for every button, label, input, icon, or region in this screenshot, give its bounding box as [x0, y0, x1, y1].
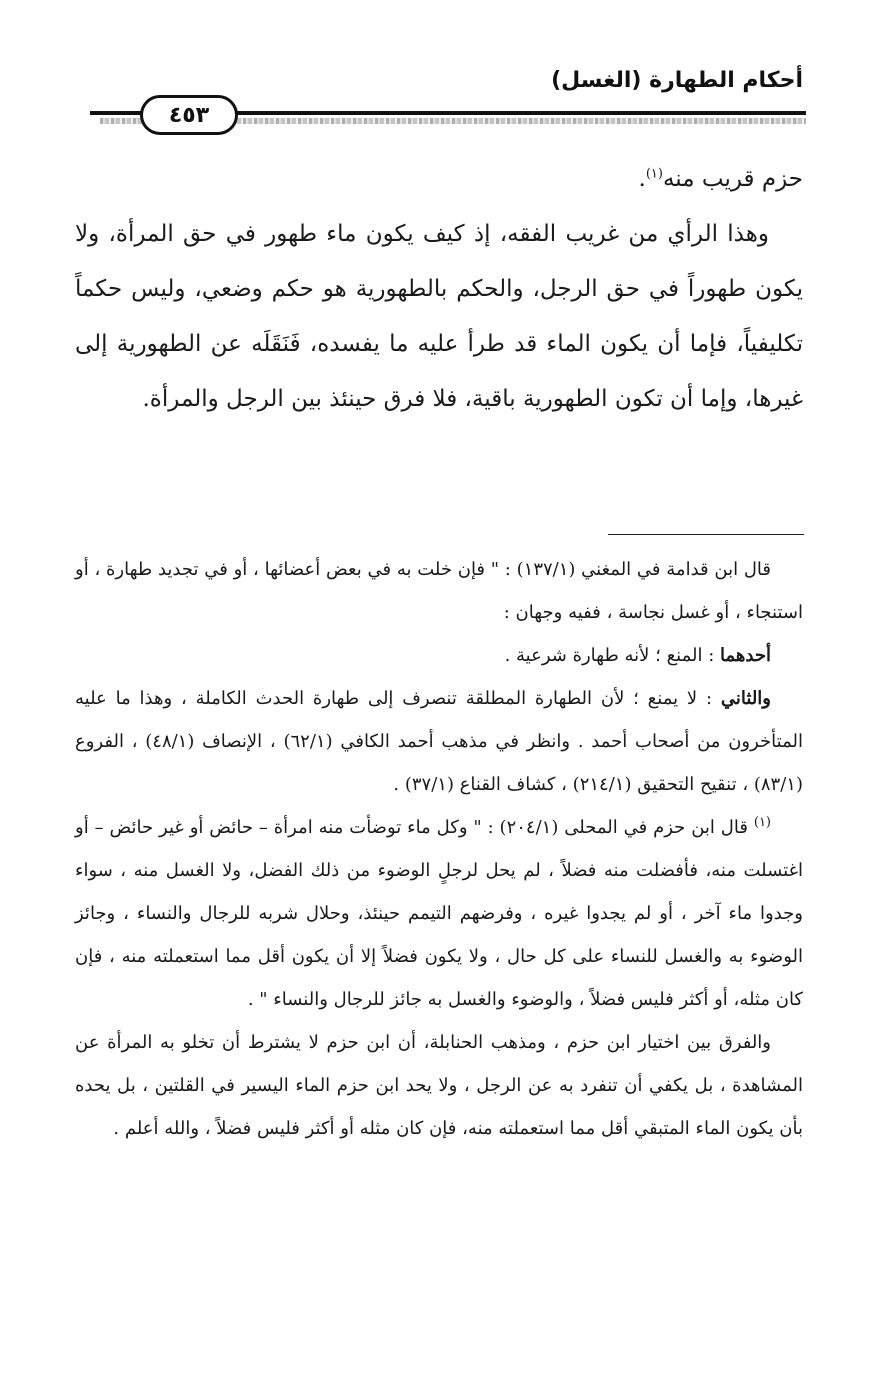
page-number: ٤٥٣: [168, 102, 210, 128]
footnote-separator: [608, 534, 804, 535]
footnote-text: قال ابن قدامة في المغني (١٣٧/١) : " فإن خلت به في بعض أعضائها ، أو في تجديد طهارة ، أو استنجاء ، أو غسل نجاسة ، ففيه وجهان :: [75, 559, 803, 623]
footnote-reference: (١): [645, 166, 663, 182]
footnote-marker: (١): [753, 815, 771, 830]
footnote-text: [75, 677, 803, 806]
paragraph-continuation-text: حزم قريب منه: [662, 166, 803, 192]
page-number-badge: [140, 95, 238, 135]
footnotes: [75, 548, 803, 1150]
footnote-bold-term: والثاني: [720, 688, 771, 709]
paragraph: وهذا الرأي من غريب الفقه، إذ كيف يكون ماء طهور في حق المرأة، ولا يكون طهوراً في حق الرجل، والحكم بالطهورية هو حكم وضعي، وليس حكماً تكليفياً، فإما أن يكون الماء قد طرأ عليه ما يفسده، فَنَقَلَه عن الطهورية إلى غيرها، وإما أن تكون الطهورية باقية، فلا فرق حينئذ بين الرجل والمرأة.: [75, 221, 803, 412]
footnote-text: [75, 806, 803, 1021]
footnote-text-rest: : المنع ؛ لأنه طهارة شرعية .: [504, 645, 721, 666]
footnote-text-rest: قال ابن حزم في المحلى (٢٠٤/١) : " وكل ماء توضأت منه امرأة – حائض أو غير حائض – أو اغتسلت منه، فأفضلت منه فضلاً ، لم يحل لرجلٍ الوضوء من ذلك الفضل، ولا الغسل منه ، سواء وجدوا ماء آخر ، أو لم يجدوا غيره ، وفرضهم التيمم حينئذ، وحلال شربه للرجال والنساء ، وجائز الوضوء به والغسل للنساء على كل حال ، ولا يكون فضلاً إلا أن يكون أقل مما استعملته منه ، فإن كان مثله، أو أكثر فليس فضلاً ، والوضوء والغسل به جائز للرجال والنساء " .: [75, 817, 804, 1010]
footnote-text-rest: : لا يمنع ؛ لأن الطهارة المطلقة تنصرف إلى طهارة الحدث الكاملة ، وهذا ما عليه المتأخرون من أصحاب أحمد . وانظر في مذهب أحمد الكافي (٦٢/١) ، الإنصاف (٤٨/١) ، الفروع (٨٣/١) ، تنقيح التحقيق (٢١٤/١) ، كشاف القناع (٣٧/١) .: [75, 688, 803, 795]
footnote-bold-term: أحدهما: [720, 645, 771, 666]
footnote-text: والفرق بين اختيار ابن حزم ، ومذهب الحنابلة، أن ابن حزم لا يشترط أن تخلو به المرأة عن المشاهدة ، بل يكفي أن تنفرد به عن الرجل ، ولا يحد ابن حزم الماء اليسير في القلتين ، بل يحده بأن يكون الماء المتبقي أقل مما استعملته منه، فإن كان مثله أو أكثر فليس فضلاً ، والله أعلم .: [75, 1032, 803, 1139]
footnote-text: [75, 634, 803, 677]
paragraph-continuation: [75, 152, 803, 207]
running-title: أحكام الطهارة (الغسل): [551, 68, 803, 93]
paragraph-continuation-end: .: [638, 166, 646, 192]
main-text: [75, 152, 803, 427]
